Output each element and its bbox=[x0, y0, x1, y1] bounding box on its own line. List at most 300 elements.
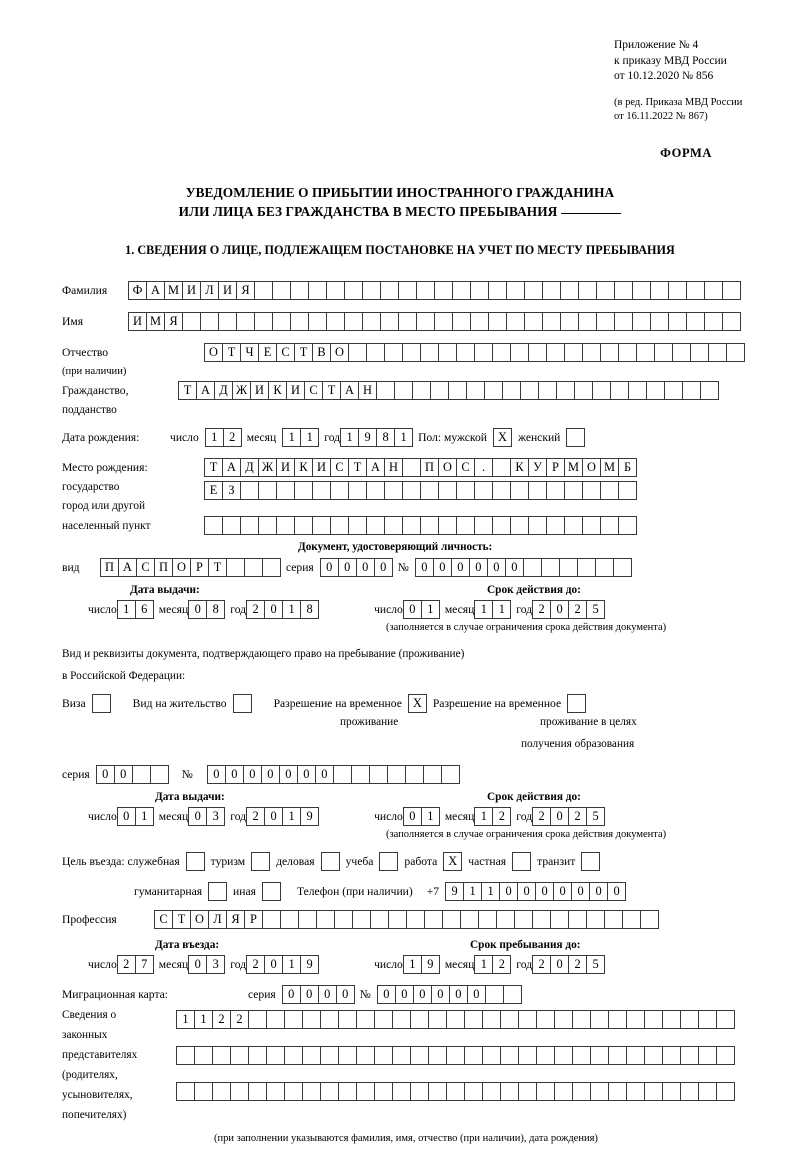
char-box[interactable]: 0 bbox=[571, 882, 590, 901]
char-box[interactable] bbox=[572, 1046, 591, 1065]
char-box[interactable] bbox=[716, 1082, 735, 1101]
char-box[interactable] bbox=[212, 1046, 231, 1065]
char-box[interactable] bbox=[402, 343, 421, 362]
char-box[interactable] bbox=[308, 281, 327, 300]
char-box[interactable] bbox=[240, 481, 259, 500]
char-box[interactable]: 2 bbox=[246, 955, 265, 974]
char-box[interactable]: 0 bbox=[318, 985, 337, 1004]
char-box[interactable] bbox=[326, 312, 345, 331]
char-box[interactable] bbox=[294, 481, 313, 500]
char-box[interactable] bbox=[541, 558, 560, 577]
char-box[interactable]: 0 bbox=[279, 765, 298, 784]
char-box[interactable] bbox=[370, 910, 389, 929]
char-box[interactable] bbox=[356, 1082, 375, 1101]
char-box[interactable] bbox=[424, 910, 443, 929]
char-box[interactable] bbox=[503, 985, 522, 1004]
char-box[interactable] bbox=[410, 1010, 429, 1029]
char-box[interactable] bbox=[672, 343, 691, 362]
char-box[interactable] bbox=[478, 910, 497, 929]
entry-year-input[interactable] bbox=[246, 955, 318, 974]
char-box[interactable]: М bbox=[164, 281, 183, 300]
char-box[interactable] bbox=[226, 558, 245, 577]
char-box[interactable] bbox=[646, 381, 665, 400]
char-box[interactable] bbox=[536, 1046, 555, 1065]
char-box[interactable] bbox=[428, 1082, 447, 1101]
char-box[interactable] bbox=[577, 558, 596, 577]
char-box[interactable] bbox=[428, 1046, 447, 1065]
char-box[interactable]: 1 bbox=[205, 428, 224, 447]
char-box[interactable]: О bbox=[330, 343, 349, 362]
char-box[interactable] bbox=[320, 1010, 339, 1029]
char-box[interactable] bbox=[596, 312, 615, 331]
char-box[interactable]: 0 bbox=[449, 985, 468, 1004]
char-box[interactable]: 0 bbox=[261, 765, 280, 784]
char-box[interactable]: 9 bbox=[358, 428, 377, 447]
char-box[interactable]: 1 bbox=[176, 1010, 195, 1029]
char-box[interactable]: С bbox=[136, 558, 155, 577]
char-box[interactable] bbox=[266, 1082, 285, 1101]
char-box[interactable] bbox=[538, 381, 557, 400]
char-box[interactable]: Т bbox=[322, 381, 341, 400]
char-box[interactable]: П bbox=[100, 558, 119, 577]
right-issue-year-input[interactable] bbox=[246, 807, 318, 826]
char-box[interactable]: 9 bbox=[421, 955, 440, 974]
char-box[interactable] bbox=[600, 343, 619, 362]
char-box[interactable] bbox=[554, 1046, 573, 1065]
char-box[interactable] bbox=[618, 516, 637, 535]
temp-residence-checkbox[interactable]: Х bbox=[408, 694, 427, 713]
char-box[interactable] bbox=[595, 558, 614, 577]
char-box[interactable]: 0 bbox=[553, 882, 572, 901]
char-box[interactable]: С bbox=[330, 458, 349, 477]
char-box[interactable] bbox=[452, 312, 471, 331]
char-box[interactable] bbox=[258, 481, 277, 500]
char-box[interactable] bbox=[518, 1010, 537, 1029]
char-box[interactable]: К bbox=[268, 381, 287, 400]
char-box[interactable]: 2 bbox=[568, 955, 587, 974]
char-box[interactable] bbox=[434, 312, 453, 331]
char-box[interactable]: Е bbox=[204, 481, 223, 500]
char-box[interactable]: 2 bbox=[246, 807, 265, 826]
sex-female-checkbox[interactable] bbox=[566, 428, 585, 447]
char-box[interactable] bbox=[394, 381, 413, 400]
char-box[interactable] bbox=[700, 381, 719, 400]
char-box[interactable] bbox=[248, 1010, 267, 1029]
char-box[interactable] bbox=[592, 381, 611, 400]
char-box[interactable] bbox=[352, 910, 371, 929]
char-box[interactable] bbox=[430, 381, 449, 400]
migration-number-input[interactable] bbox=[377, 985, 521, 1004]
purpose-private-checkbox[interactable] bbox=[512, 852, 531, 871]
char-box[interactable]: 0 bbox=[550, 955, 569, 974]
char-box[interactable]: М bbox=[600, 458, 619, 477]
char-box[interactable] bbox=[506, 281, 525, 300]
char-box[interactable] bbox=[488, 281, 507, 300]
char-box[interactable] bbox=[333, 765, 352, 784]
char-box[interactable] bbox=[492, 516, 511, 535]
char-box[interactable] bbox=[434, 281, 453, 300]
char-box[interactable] bbox=[698, 1046, 717, 1065]
char-box[interactable] bbox=[482, 1082, 501, 1101]
char-box[interactable] bbox=[536, 1082, 555, 1101]
char-box[interactable] bbox=[298, 910, 317, 929]
char-box[interactable] bbox=[330, 516, 349, 535]
char-box[interactable]: М bbox=[564, 458, 583, 477]
char-box[interactable] bbox=[608, 1010, 627, 1029]
char-box[interactable] bbox=[662, 1010, 681, 1029]
char-box[interactable] bbox=[266, 1046, 285, 1065]
char-box[interactable] bbox=[686, 281, 705, 300]
char-box[interactable]: К bbox=[294, 458, 313, 477]
char-box[interactable] bbox=[448, 381, 467, 400]
char-box[interactable] bbox=[284, 1082, 303, 1101]
char-box[interactable]: 2 bbox=[212, 1010, 231, 1029]
char-box[interactable] bbox=[338, 1046, 357, 1065]
char-box[interactable]: 1 bbox=[421, 600, 440, 619]
char-box[interactable]: 0 bbox=[114, 765, 133, 784]
char-box[interactable]: 0 bbox=[243, 765, 262, 784]
char-box[interactable] bbox=[416, 312, 435, 331]
citizenship-input[interactable] bbox=[178, 381, 718, 400]
right-issue-day-input[interactable] bbox=[117, 807, 153, 826]
char-box[interactable] bbox=[474, 481, 493, 500]
char-box[interactable] bbox=[500, 1082, 519, 1101]
birthplace-input-line-3[interactable] bbox=[204, 516, 636, 535]
char-box[interactable] bbox=[613, 558, 632, 577]
char-box[interactable] bbox=[546, 516, 565, 535]
char-box[interactable] bbox=[392, 1046, 411, 1065]
char-box[interactable]: 2 bbox=[223, 428, 242, 447]
char-box[interactable]: 5 bbox=[586, 955, 605, 974]
char-box[interactable]: 0 bbox=[550, 600, 569, 619]
char-box[interactable]: А bbox=[340, 381, 359, 400]
char-box[interactable]: Л bbox=[200, 281, 219, 300]
char-box[interactable]: 0 bbox=[264, 807, 283, 826]
char-box[interactable]: И bbox=[182, 281, 201, 300]
char-box[interactable]: О bbox=[190, 910, 209, 929]
char-box[interactable] bbox=[470, 312, 489, 331]
char-box[interactable]: Р bbox=[244, 910, 263, 929]
char-box[interactable] bbox=[438, 343, 457, 362]
char-box[interactable] bbox=[338, 1082, 357, 1101]
char-box[interactable]: П bbox=[154, 558, 173, 577]
char-box[interactable] bbox=[556, 381, 575, 400]
char-box[interactable] bbox=[351, 765, 370, 784]
legal-rep-input-line-1[interactable] bbox=[176, 1010, 734, 1029]
char-box[interactable] bbox=[290, 281, 309, 300]
char-box[interactable] bbox=[644, 1046, 663, 1065]
char-box[interactable]: 0 bbox=[550, 807, 569, 826]
char-box[interactable]: Д bbox=[214, 381, 233, 400]
char-box[interactable] bbox=[398, 281, 417, 300]
char-box[interactable]: С bbox=[276, 343, 295, 362]
birthplace-input-line-2[interactable] bbox=[204, 481, 636, 500]
char-box[interactable]: 0 bbox=[589, 882, 608, 901]
char-box[interactable] bbox=[392, 1010, 411, 1029]
char-box[interactable]: 2 bbox=[532, 600, 551, 619]
char-box[interactable]: 0 bbox=[451, 558, 470, 577]
char-box[interactable]: 9 bbox=[445, 882, 464, 901]
char-box[interactable] bbox=[392, 1082, 411, 1101]
char-box[interactable]: 1 bbox=[492, 600, 511, 619]
char-box[interactable] bbox=[564, 481, 583, 500]
char-box[interactable] bbox=[650, 312, 669, 331]
name-input[interactable] bbox=[128, 312, 740, 331]
legal-rep-input-line-3[interactable] bbox=[176, 1082, 734, 1101]
char-box[interactable]: 0 bbox=[469, 558, 488, 577]
char-box[interactable] bbox=[452, 281, 471, 300]
char-box[interactable] bbox=[485, 985, 504, 1004]
char-box[interactable] bbox=[510, 481, 529, 500]
char-box[interactable]: 9 bbox=[300, 807, 319, 826]
char-box[interactable] bbox=[704, 281, 723, 300]
char-box[interactable] bbox=[520, 381, 539, 400]
char-box[interactable] bbox=[406, 910, 425, 929]
char-box[interactable]: 0 bbox=[607, 882, 626, 901]
char-box[interactable] bbox=[596, 281, 615, 300]
char-box[interactable] bbox=[302, 1010, 321, 1029]
char-box[interactable] bbox=[294, 516, 313, 535]
char-box[interactable]: О bbox=[204, 343, 223, 362]
char-box[interactable]: 2 bbox=[568, 600, 587, 619]
char-box[interactable] bbox=[564, 343, 583, 362]
char-box[interactable] bbox=[388, 910, 407, 929]
char-box[interactable] bbox=[376, 381, 395, 400]
char-box[interactable]: О bbox=[172, 558, 191, 577]
char-box[interactable] bbox=[680, 1046, 699, 1065]
right-series-input[interactable] bbox=[96, 765, 168, 784]
visa-checkbox[interactable] bbox=[92, 694, 111, 713]
char-box[interactable] bbox=[330, 481, 349, 500]
char-box[interactable]: 1 bbox=[300, 428, 319, 447]
char-box[interactable]: 5 bbox=[586, 600, 605, 619]
char-box[interactable] bbox=[344, 281, 363, 300]
birth-day-input[interactable] bbox=[205, 428, 241, 447]
char-box[interactable] bbox=[628, 381, 647, 400]
char-box[interactable] bbox=[578, 281, 597, 300]
char-box[interactable]: 0 bbox=[338, 558, 357, 577]
char-box[interactable]: И bbox=[276, 458, 295, 477]
char-box[interactable]: 0 bbox=[96, 765, 115, 784]
char-box[interactable]: Т bbox=[348, 458, 367, 477]
char-box[interactable] bbox=[384, 343, 403, 362]
char-box[interactable] bbox=[664, 381, 683, 400]
char-box[interactable] bbox=[632, 312, 651, 331]
char-box[interactable] bbox=[334, 910, 353, 929]
char-box[interactable] bbox=[546, 481, 565, 500]
purpose-tourism-checkbox[interactable] bbox=[251, 852, 270, 871]
char-box[interactable]: 1 bbox=[282, 807, 301, 826]
char-box[interactable] bbox=[632, 281, 651, 300]
entry-day-input[interactable] bbox=[117, 955, 153, 974]
right-number-input[interactable] bbox=[207, 765, 459, 784]
char-box[interactable] bbox=[456, 481, 475, 500]
char-box[interactable] bbox=[564, 516, 583, 535]
char-box[interactable]: З bbox=[222, 481, 241, 500]
char-box[interactable] bbox=[348, 516, 367, 535]
char-box[interactable]: 1 bbox=[474, 955, 493, 974]
char-box[interactable]: 0 bbox=[315, 765, 334, 784]
char-box[interactable]: 0 bbox=[297, 765, 316, 784]
char-box[interactable] bbox=[402, 516, 421, 535]
char-box[interactable] bbox=[284, 1010, 303, 1029]
char-box[interactable]: Ж bbox=[232, 381, 251, 400]
char-box[interactable] bbox=[398, 312, 417, 331]
char-box[interactable] bbox=[559, 558, 578, 577]
char-box[interactable] bbox=[266, 1010, 285, 1029]
char-box[interactable] bbox=[402, 481, 421, 500]
char-box[interactable] bbox=[212, 1082, 231, 1101]
char-box[interactable] bbox=[488, 312, 507, 331]
char-box[interactable] bbox=[248, 1082, 267, 1101]
char-box[interactable]: 0 bbox=[225, 765, 244, 784]
char-box[interactable] bbox=[374, 1010, 393, 1029]
char-box[interactable]: И bbox=[286, 381, 305, 400]
char-box[interactable]: Л bbox=[208, 910, 227, 929]
char-box[interactable] bbox=[686, 312, 705, 331]
char-box[interactable] bbox=[369, 765, 388, 784]
char-box[interactable]: Ж bbox=[258, 458, 277, 477]
char-box[interactable] bbox=[568, 910, 587, 929]
char-box[interactable] bbox=[456, 343, 475, 362]
entry-month-input[interactable] bbox=[188, 955, 224, 974]
char-box[interactable]: 2 bbox=[492, 955, 511, 974]
stay-month-input[interactable] bbox=[474, 955, 510, 974]
char-box[interactable]: 0 bbox=[413, 985, 432, 1004]
char-box[interactable]: 0 bbox=[282, 985, 301, 1004]
char-box[interactable] bbox=[654, 343, 673, 362]
char-box[interactable] bbox=[708, 343, 727, 362]
char-box[interactable] bbox=[506, 312, 525, 331]
char-box[interactable] bbox=[626, 1082, 645, 1101]
profession-input[interactable] bbox=[154, 910, 658, 929]
char-box[interactable] bbox=[384, 481, 403, 500]
char-box[interactable] bbox=[362, 281, 381, 300]
char-box[interactable]: . bbox=[474, 458, 493, 477]
char-box[interactable] bbox=[492, 458, 511, 477]
char-box[interactable] bbox=[312, 481, 331, 500]
char-box[interactable]: 3 bbox=[206, 807, 225, 826]
char-box[interactable] bbox=[380, 312, 399, 331]
char-box[interactable] bbox=[438, 481, 457, 500]
char-box[interactable] bbox=[446, 1082, 465, 1101]
char-box[interactable] bbox=[560, 312, 579, 331]
char-box[interactable]: 0 bbox=[356, 558, 375, 577]
char-box[interactable] bbox=[500, 1010, 519, 1029]
char-box[interactable] bbox=[356, 1010, 375, 1029]
char-box[interactable]: 2 bbox=[568, 807, 587, 826]
char-box[interactable]: 0 bbox=[264, 955, 283, 974]
char-box[interactable] bbox=[338, 1010, 357, 1029]
char-box[interactable]: М bbox=[146, 312, 165, 331]
char-box[interactable]: 0 bbox=[264, 600, 283, 619]
char-box[interactable] bbox=[356, 1046, 375, 1065]
char-box[interactable] bbox=[348, 481, 367, 500]
char-box[interactable] bbox=[698, 1010, 717, 1029]
char-box[interactable] bbox=[572, 1082, 591, 1101]
char-box[interactable]: Н bbox=[358, 381, 377, 400]
char-box[interactable] bbox=[262, 910, 281, 929]
char-box[interactable]: 2 bbox=[230, 1010, 249, 1029]
char-box[interactable]: 0 bbox=[505, 558, 524, 577]
char-box[interactable]: 0 bbox=[433, 558, 452, 577]
char-box[interactable]: А bbox=[196, 381, 215, 400]
char-box[interactable]: 1 bbox=[135, 807, 154, 826]
char-box[interactable]: 1 bbox=[474, 807, 493, 826]
char-box[interactable] bbox=[258, 516, 277, 535]
char-box[interactable] bbox=[387, 765, 406, 784]
char-box[interactable] bbox=[302, 1082, 321, 1101]
char-box[interactable] bbox=[412, 381, 431, 400]
char-box[interactable] bbox=[366, 516, 385, 535]
char-box[interactable] bbox=[514, 910, 533, 929]
char-box[interactable] bbox=[420, 481, 439, 500]
char-box[interactable]: 9 bbox=[300, 955, 319, 974]
char-box[interactable]: Н bbox=[384, 458, 403, 477]
char-box[interactable] bbox=[608, 1046, 627, 1065]
char-box[interactable] bbox=[502, 381, 521, 400]
char-box[interactable]: Т bbox=[178, 381, 197, 400]
char-box[interactable]: П bbox=[420, 458, 439, 477]
char-box[interactable] bbox=[446, 1046, 465, 1065]
char-box[interactable] bbox=[348, 343, 367, 362]
surname-input[interactable] bbox=[128, 281, 740, 300]
char-box[interactable]: Т bbox=[204, 458, 223, 477]
char-box[interactable]: И bbox=[250, 381, 269, 400]
char-box[interactable] bbox=[614, 312, 633, 331]
char-box[interactable] bbox=[582, 481, 601, 500]
char-box[interactable] bbox=[366, 343, 385, 362]
char-box[interactable] bbox=[550, 910, 569, 929]
char-box[interactable] bbox=[618, 343, 637, 362]
char-box[interactable] bbox=[610, 381, 629, 400]
migration-series-input[interactable] bbox=[282, 985, 354, 1004]
char-box[interactable]: 1 bbox=[282, 600, 301, 619]
char-box[interactable]: 0 bbox=[403, 600, 422, 619]
char-box[interactable] bbox=[374, 1046, 393, 1065]
char-box[interactable] bbox=[578, 312, 597, 331]
purpose-service-checkbox[interactable] bbox=[186, 852, 205, 871]
char-box[interactable] bbox=[492, 481, 511, 500]
char-box[interactable] bbox=[254, 312, 273, 331]
char-box[interactable]: 2 bbox=[117, 955, 136, 974]
char-box[interactable]: Т bbox=[208, 558, 227, 577]
char-box[interactable]: И bbox=[312, 458, 331, 477]
id-issue-year-input[interactable] bbox=[246, 600, 318, 619]
edu-residence-checkbox[interactable] bbox=[567, 694, 586, 713]
char-box[interactable] bbox=[312, 516, 331, 535]
char-box[interactable] bbox=[604, 910, 623, 929]
char-box[interactable]: И bbox=[128, 312, 147, 331]
id-valid-month-input[interactable] bbox=[474, 600, 510, 619]
stay-day-input[interactable] bbox=[403, 955, 439, 974]
char-box[interactable] bbox=[474, 516, 493, 535]
id-doc-kind-input[interactable] bbox=[100, 558, 280, 577]
char-box[interactable] bbox=[644, 1082, 663, 1101]
char-box[interactable] bbox=[698, 1082, 717, 1101]
char-box[interactable] bbox=[682, 381, 701, 400]
char-box[interactable] bbox=[608, 1082, 627, 1101]
purpose-humanitarian-checkbox[interactable] bbox=[208, 882, 227, 901]
char-box[interactable] bbox=[680, 1082, 699, 1101]
char-box[interactable] bbox=[176, 1082, 195, 1101]
char-box[interactable] bbox=[272, 312, 291, 331]
char-box[interactable]: 1 bbox=[403, 955, 422, 974]
char-box[interactable] bbox=[524, 281, 543, 300]
char-box[interactable] bbox=[482, 1046, 501, 1065]
char-box[interactable] bbox=[518, 1046, 537, 1065]
char-box[interactable] bbox=[524, 312, 543, 331]
